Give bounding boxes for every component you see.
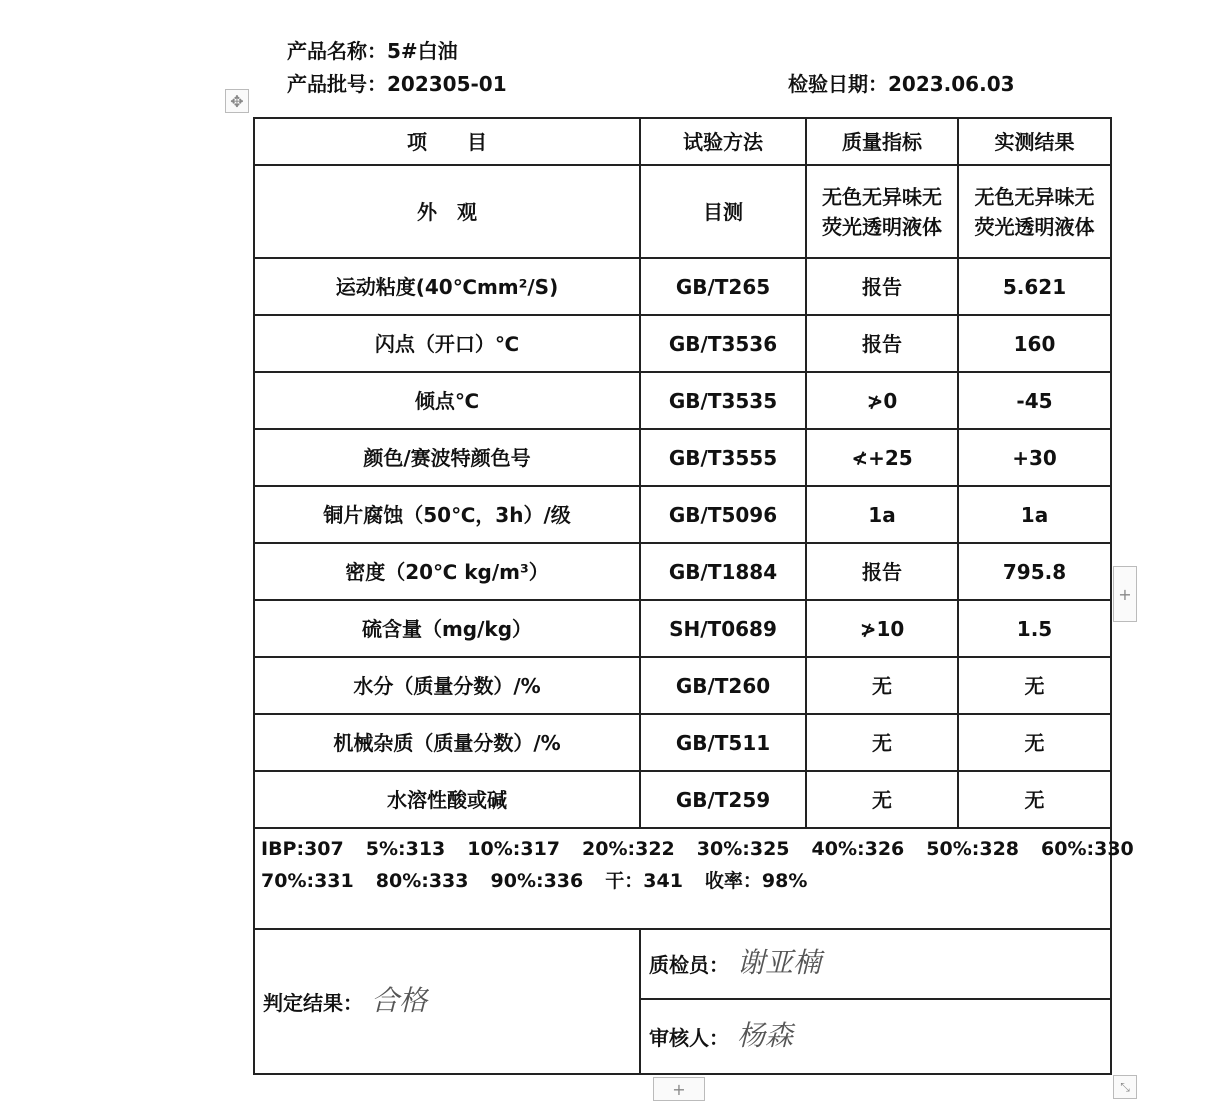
cell-spec: ≯0 (806, 372, 958, 429)
cell-spec: 无 (806, 771, 958, 828)
cell-method: GB/T260 (640, 657, 806, 714)
table-row (254, 771, 1111, 828)
cell-method: GB/T3536 (640, 315, 806, 372)
distillation-value: 80%:333 (375, 870, 469, 892)
cell-method: GB/T3555 (640, 429, 806, 486)
cell-item: 铜片腐蚀（50℃，3h）/级 (254, 486, 640, 543)
cell-method: GB/T5096 (640, 486, 806, 543)
distillation-value: 30%:325 (696, 838, 790, 860)
cell-method: GB/T265 (640, 258, 806, 315)
cell-result: 无 (958, 657, 1111, 714)
inspector-label: 质检员： (649, 953, 729, 977)
cell-spec: ≯10 (806, 600, 958, 657)
cell-result: 795.8 (958, 543, 1111, 600)
distillation-value: 70%:331 (261, 870, 354, 892)
table-row (254, 657, 1111, 714)
resize-icon[interactable]: ⤡ (1113, 1075, 1137, 1099)
verdict-signature: 合格 (371, 983, 428, 1017)
table-row (254, 372, 1111, 429)
table-row (254, 714, 1111, 771)
cell-result: -45 (958, 372, 1111, 429)
distillation-value: 40%:326 (811, 838, 905, 860)
distillation-value: IBP:307 (261, 838, 344, 860)
column-header: 质量指标 (806, 118, 958, 165)
table-row (254, 258, 1111, 315)
distillation-value: 50%:328 (926, 838, 1020, 860)
verdict-cell (254, 929, 640, 1074)
cell-item: 水分（质量分数）/% (254, 657, 640, 714)
cell-result: 无 (958, 771, 1111, 828)
test-date: 检验日期：2023.06.03 (788, 72, 1015, 96)
cell-item: 颜色/赛波特颜色号 (254, 429, 640, 486)
column-header: 实测结果 (958, 118, 1111, 165)
cell-item: 硫含量（mg/kg） (254, 600, 640, 657)
table-row (254, 315, 1111, 372)
cell-item: 水溶性酸或碱 (254, 771, 640, 828)
table-row (254, 429, 1111, 486)
distillation-value: 60%:330 (1041, 838, 1134, 860)
cell-result: 1.5 (958, 600, 1111, 657)
cell-method: GB/T3535 (640, 372, 806, 429)
cell-result: 1a (958, 486, 1111, 543)
verdict-label: 判定结果： (263, 990, 363, 1015)
move-icon[interactable]: ✥ (225, 89, 249, 113)
cell-spec: ≮+25 (806, 429, 958, 486)
cell-item: 外 观 (254, 165, 640, 258)
add-row-plus-icon[interactable]: + (653, 1077, 705, 1101)
inspector-signature: 谢亚楠 (737, 946, 822, 979)
column-header: 项 目 (254, 118, 640, 165)
cell-method: GB/T259 (640, 771, 806, 828)
cell-item: 密度（20℃ kg/m³） (254, 543, 640, 600)
test-report-table (253, 117, 1134, 1075)
distillation-value: 收率：98% (704, 870, 808, 892)
cell-method: GB/T1884 (640, 543, 806, 600)
distillation-row (254, 828, 1111, 929)
distillation-value: 10%:317 (467, 838, 561, 860)
cell-item: 运动粘度(40℃mm²/S) (254, 258, 640, 315)
product-name: 产品名称：5#白油 (287, 39, 458, 63)
table-header-row (254, 118, 1111, 165)
cell-result: 5.621 (958, 258, 1111, 315)
cell-method: 目测 (640, 165, 806, 258)
cell-result: 无色无异味无荧光透明液体 (958, 165, 1111, 258)
inspector-cell (640, 929, 1111, 999)
distillation-value: 干：341 (605, 870, 683, 892)
cell-method: GB/T511 (640, 714, 806, 771)
table-row (254, 486, 1111, 543)
distillation-value: 90%:336 (490, 870, 584, 892)
distillation-cell (254, 828, 1134, 929)
cell-spec: 无 (806, 714, 958, 771)
reviewer-label: 审核人： (649, 1025, 729, 1050)
table-row (254, 543, 1111, 600)
cell-result: 160 (958, 315, 1111, 372)
cell-item: 倾点℃ (254, 372, 640, 429)
add-column-plus-icon[interactable]: + (1113, 566, 1137, 622)
column-header: 试验方法 (640, 118, 806, 165)
cell-result: 无 (958, 714, 1111, 771)
reviewer-signature: 杨森 (737, 1018, 794, 1052)
distillation-value: 20%:322 (582, 838, 675, 860)
cell-spec: 报告 (806, 258, 958, 315)
table-row (254, 165, 1111, 258)
reviewer-cell (640, 999, 1111, 1074)
cell-item: 机械杂质（质量分数）/% (254, 714, 640, 771)
cell-spec: 1a (806, 486, 958, 543)
cell-spec: 报告 (806, 315, 958, 372)
table-row (254, 600, 1111, 657)
cell-method: SH/T0689 (640, 600, 806, 657)
cell-spec: 无色无异味无荧光透明液体 (806, 165, 958, 258)
cell-result: +30 (958, 429, 1111, 486)
cell-spec: 报告 (806, 543, 958, 600)
cell-spec: 无 (806, 657, 958, 714)
batch-number: 产品批号：202305-01 (287, 72, 507, 96)
cell-item: 闪点（开口）℃ (254, 315, 640, 372)
distillation-value: 5%:313 (365, 838, 446, 860)
